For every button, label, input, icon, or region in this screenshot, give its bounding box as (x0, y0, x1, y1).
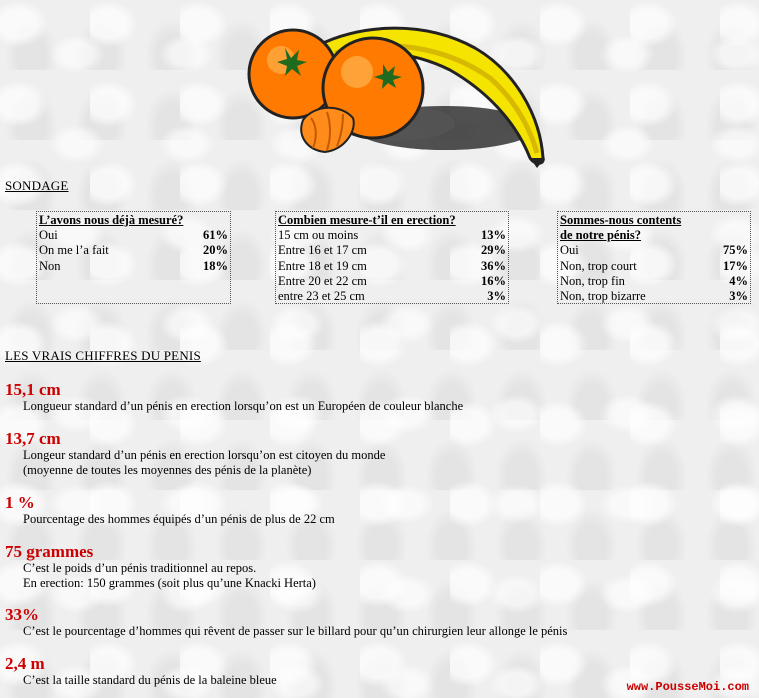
survey-row (278, 274, 506, 289)
survey-row-label: On me l’a fait (39, 243, 109, 258)
survey-question-line1: Sommes-nous contents (560, 213, 682, 227)
survey-row-label: Non (39, 258, 61, 273)
survey-row (278, 243, 506, 258)
stat-description: (moyenne de toutes les moyennes des pénis de la planète) (23, 462, 312, 477)
stat-block (5, 605, 567, 639)
stat-description: En erection: 150 grammes (soit plus qu’une Knacki Herta) (23, 575, 316, 590)
chiffres-title: LES VRAIS CHIFFRES DU PENIS (5, 348, 201, 363)
survey-row-value: 4% (729, 273, 748, 288)
survey-row (560, 274, 748, 289)
stat-value: 1 % (5, 493, 35, 512)
survey-row (560, 289, 748, 304)
survey-row-value: 29% (481, 243, 506, 258)
stat-description: Longeur standard d’un pénis en erection lorsqu’on est citoyen du monde (23, 448, 386, 462)
stat-block (5, 542, 316, 590)
survey-row-label: Oui (560, 243, 579, 258)
survey-row-value: 36% (481, 258, 506, 273)
survey-row (39, 259, 228, 274)
survey-box-mesure (36, 211, 231, 304)
stat-description: C’est le poids d’un pénis traditionnel au repos. (23, 561, 257, 575)
survey-row (560, 243, 748, 258)
survey-row-value: 61% (203, 228, 228, 243)
survey-question-line2: de notre pénis? (560, 228, 642, 243)
survey-box-contents (557, 211, 751, 304)
stat-value: 13,7 cm (5, 429, 61, 448)
survey-row-value: 13% (481, 228, 506, 243)
survey-question: L’avons nous déjà mesuré? (39, 213, 184, 227)
survey-row (278, 289, 506, 304)
stat-value: 15,1 cm (5, 380, 61, 399)
survey-row-value: 3% (729, 289, 748, 304)
survey-question: Combien mesure-t’il en erection? (278, 213, 456, 227)
sondage-title: SONDAGE (5, 178, 69, 193)
survey-row-value: 16% (481, 273, 506, 288)
survey-row-label: Non, trop bizarre (560, 289, 646, 304)
survey-row-value: 20% (203, 243, 228, 258)
survey-row-label: Entre 20 et 22 cm (278, 273, 367, 288)
survey-row (278, 259, 506, 274)
survey-row (560, 259, 748, 274)
site-url-link[interactable]: www.PousseMoi.com (626, 680, 749, 694)
survey-row-label: Entre 16 et 17 cm (278, 243, 367, 258)
stat-description: Longueur standard d’un pénis en erection lorsqu’on est un Européen de couleur blanche (23, 399, 464, 413)
survey-row-value: 18% (203, 258, 228, 273)
stat-description: C’est le pourcentage d’hommes qui rêvent de passer sur le billard pour qu’un chirurgien leur allonge le pénis (23, 624, 568, 638)
survey-box-erection (275, 211, 509, 304)
survey-row-label: 15 cm ou moins (278, 228, 359, 243)
stat-block (5, 380, 463, 414)
stat-value: 75 grammes (5, 542, 94, 561)
survey-row-value: 75% (723, 243, 748, 258)
survey-row-value: 3% (487, 289, 506, 304)
stat-description: Pourcentage des hommes équipés d’un pénis de plus de 22 cm (23, 512, 335, 526)
survey-row-label: Oui (39, 228, 58, 243)
survey-row-label: entre 23 et 25 cm (278, 289, 365, 304)
survey-row (278, 228, 506, 243)
survey-row-value: 17% (723, 258, 748, 273)
fruit-illustration (245, 8, 550, 168)
survey-row-label: Non, trop court (560, 258, 637, 273)
survey-row (39, 243, 228, 258)
survey-row-label: Non, trop fin (560, 273, 625, 288)
stat-description: C’est la taille standard du pénis de la baleine bleue (23, 673, 277, 687)
stat-value: 2,4 m (5, 654, 45, 673)
stat-value: 33% (5, 605, 39, 624)
survey-row (39, 228, 228, 243)
survey-row-label: Entre 18 et 19 cm (278, 258, 367, 273)
stat-block (5, 429, 385, 477)
stat-block (5, 493, 335, 527)
stat-block (5, 654, 277, 688)
